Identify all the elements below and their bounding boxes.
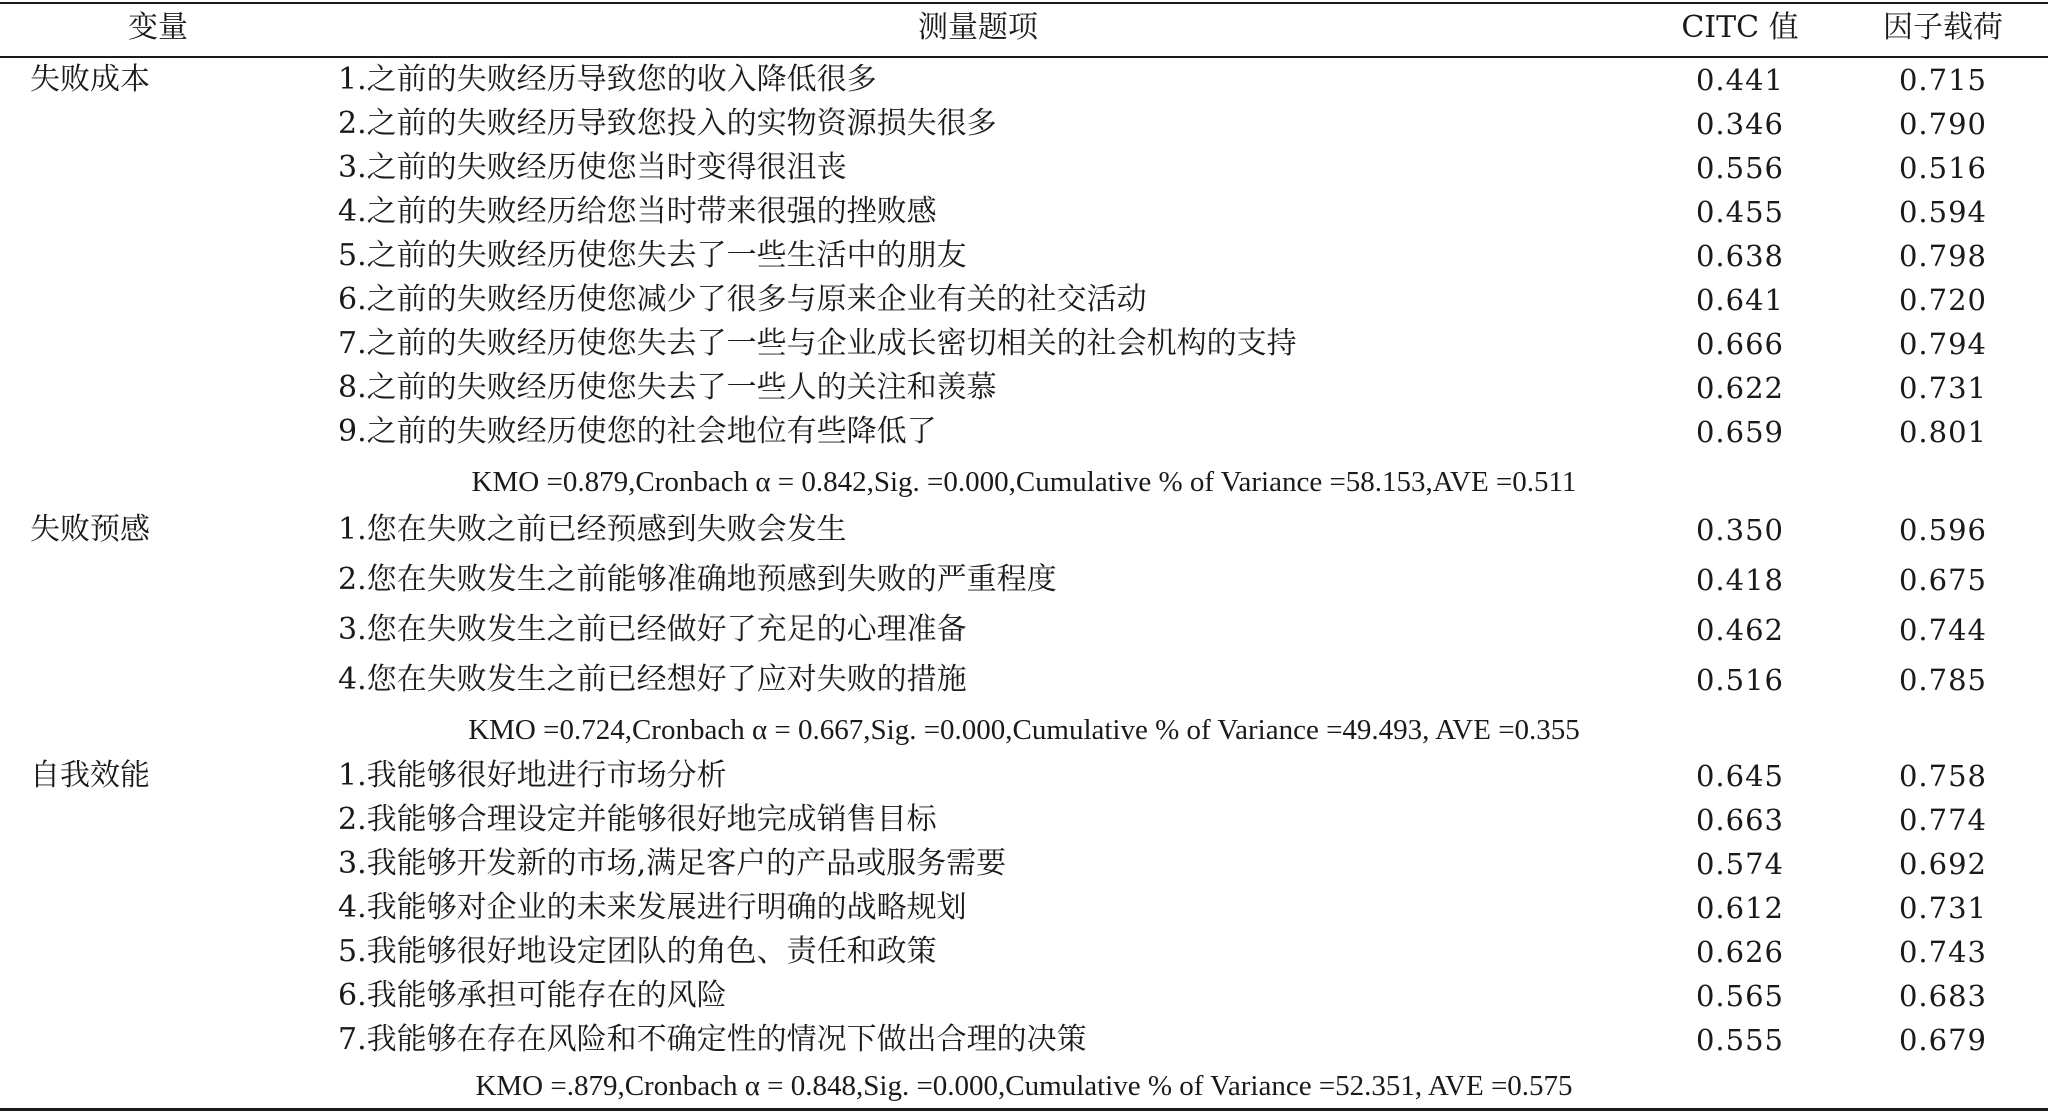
item-text: 7.之前的失败经历使您失去了一些与企业成长密切相关的社会机构的支持 xyxy=(338,326,1297,361)
loading-value: 0.692 xyxy=(1898,847,1988,881)
item-text: 5.我能够很好地设定团队的角色、责任和政策 xyxy=(338,934,937,969)
citc-value: 0.555 xyxy=(1695,1023,1785,1057)
item-text: 6.我能够承担可能存在的风险 xyxy=(338,978,727,1013)
loading-value: 0.731 xyxy=(1898,371,1988,405)
loading-value: 0.683 xyxy=(1898,979,1988,1013)
citc-value: 0.418 xyxy=(1695,563,1785,597)
loading-value: 0.596 xyxy=(1898,513,1988,547)
citc-value: 0.663 xyxy=(1695,803,1785,837)
citc-value: 0.455 xyxy=(1695,195,1785,229)
citc-value: 0.612 xyxy=(1695,891,1785,925)
loading-value: 0.720 xyxy=(1898,283,1988,317)
loading-value: 0.594 xyxy=(1898,195,1988,229)
loading-value: 0.715 xyxy=(1898,63,1988,97)
item-text: 4.您在失败发生之前已经想好了应对失败的措施 xyxy=(338,662,967,697)
bottom-rule xyxy=(0,1108,2048,1111)
citc-value: 0.346 xyxy=(1695,107,1785,141)
citc-value: 0.441 xyxy=(1695,63,1785,97)
loading-value: 0.744 xyxy=(1898,613,1988,647)
loading-value: 0.785 xyxy=(1898,663,1988,697)
item-text: 3.我能够开发新的市场,满足客户的产品或服务需要 xyxy=(338,846,1007,881)
item-text: 5.之前的失败经历使您失去了一些生活中的朋友 xyxy=(338,238,967,273)
item-text: 3.之前的失败经历使您当时变得很沮丧 xyxy=(338,150,847,185)
loading-value: 0.798 xyxy=(1898,239,1988,273)
citc-value: 0.659 xyxy=(1695,415,1785,449)
header-loading: 因子载荷 xyxy=(1883,10,2003,45)
loading-value: 0.774 xyxy=(1898,803,1988,837)
item-text: 4.我能够对企业的未来发展进行明确的战略规划 xyxy=(338,890,967,925)
group-stats: KMO =0.879,Cronbach α = 0.842,Sig. =0.000,Cumulative % of Variance =58.153,AVE =0.511 xyxy=(471,466,1577,498)
variable-label: 失败预感 xyxy=(30,512,150,547)
citc-value: 0.462 xyxy=(1695,613,1785,647)
header-citc: CITC 值 xyxy=(1681,10,1799,45)
loading-value: 0.801 xyxy=(1898,415,1988,449)
loading-value: 0.790 xyxy=(1898,107,1988,141)
item-text: 6.之前的失败经历使您减少了很多与原来企业有关的社交活动 xyxy=(338,282,1147,317)
citc-value: 0.516 xyxy=(1695,663,1785,697)
item-text: 2.我能够合理设定并能够很好地完成销售目标 xyxy=(338,802,937,837)
citc-value: 0.641 xyxy=(1695,283,1785,317)
variable-label: 自我效能 xyxy=(30,758,150,793)
variable-label: 失败成本 xyxy=(30,62,150,97)
citc-value: 0.565 xyxy=(1695,979,1785,1013)
loading-value: 0.516 xyxy=(1898,151,1988,185)
citc-value: 0.622 xyxy=(1695,371,1785,405)
citc-value: 0.350 xyxy=(1695,513,1785,547)
item-text: 8.之前的失败经历使您失去了一些人的关注和羡慕 xyxy=(338,370,997,405)
citc-value: 0.574 xyxy=(1695,847,1785,881)
loading-value: 0.675 xyxy=(1898,563,1988,597)
item-text: 9.之前的失败经历使您的社会地位有些降低了 xyxy=(338,414,937,449)
citc-value: 0.556 xyxy=(1695,151,1785,185)
item-text: 4.之前的失败经历给您当时带来很强的挫败感 xyxy=(338,194,937,229)
loading-value: 0.758 xyxy=(1898,759,1988,793)
loading-value: 0.794 xyxy=(1898,327,1988,361)
citc-value: 0.626 xyxy=(1695,935,1785,969)
item-text: 3.您在失败发生之前已经做好了充足的心理准备 xyxy=(338,612,967,647)
item-text: 2.您在失败发生之前能够准确地预感到失败的严重程度 xyxy=(338,562,1057,597)
header-rule xyxy=(0,56,2048,58)
item-text: 2.之前的失败经历导致您投入的实物资源损失很多 xyxy=(338,106,997,141)
header-item: 测量题项 xyxy=(918,10,1038,45)
loading-value: 0.679 xyxy=(1898,1023,1988,1057)
item-text: 1.之前的失败经历导致您的收入降低很多 xyxy=(338,62,877,97)
citc-value: 0.645 xyxy=(1695,759,1785,793)
item-text: 1.我能够很好地进行市场分析 xyxy=(338,758,727,793)
item-text: 7.我能够在存在风险和不确定性的情况下做出合理的决策 xyxy=(338,1022,1087,1057)
group-stats: KMO =0.724,Cronbach α = 0.667,Sig. =0.000,Cumulative % of Variance =49.493, AVE =0.355 xyxy=(468,714,1580,746)
citc-value: 0.666 xyxy=(1695,327,1785,361)
loading-value: 0.731 xyxy=(1898,891,1988,925)
top-rule xyxy=(0,2,2048,4)
item-text: 1.您在失败之前已经预感到失败会发生 xyxy=(338,512,847,547)
citc-value: 0.638 xyxy=(1695,239,1785,273)
header-variable: 变量 xyxy=(128,10,188,45)
group-stats: KMO =.879,Cronbach α = 0.848,Sig. =0.000,Cumulative % of Variance =52.351, AVE =0.575 xyxy=(475,1070,1573,1102)
loading-value: 0.743 xyxy=(1898,935,1988,969)
